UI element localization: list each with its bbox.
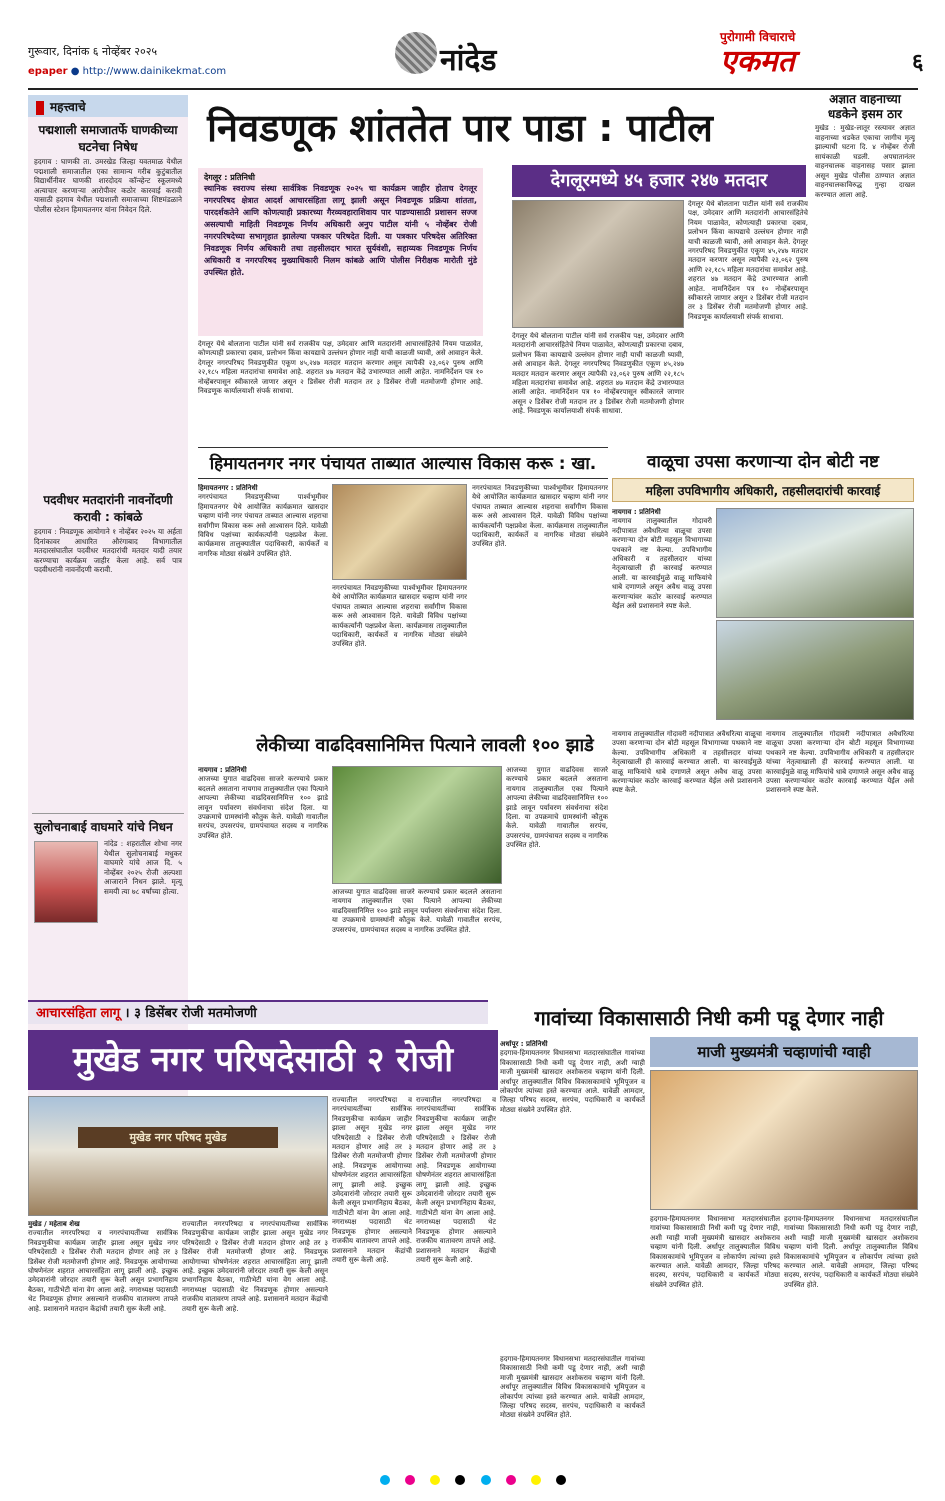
boats-body-col2: नायगाव तालुक्यातील गोदावरी नदीपात्रात अवैधरित्या वाळूचा उपसा करणाऱ्या दोन बोटी महसूल विभागाच्या पथकाने नष्ट केल्या. उपविभागीय अधिकारी व तहसीलदार यांच्या नेतृत्वाखाली ही कारवाई करण्यात आली. या कारवाईमुळे वाळू माफियांचे धाबे दणाणले असून अवैध वाळू उपसा करणाऱ्यांवर कठोर कारवाई करण्यात येईल असे प्रशासनाने स्पष्ट केले. [612, 730, 762, 795]
vikas-photo [650, 1070, 918, 1210]
boats-body-col3: नायगाव तालुक्यातील गोदावरी नदीपात्रात अवैधरित्या वाळूचा उपसा करणाऱ्या दोन बोटी महसूल विभागाच्या पथकाने नष्ट केल्या. उपविभागीय अधिकारी व तहसीलदार यांच्या नेतृत्वाखाली ही कारवाई करण्यात आली. या कारवाईमुळे वाळू माफियांचे धाबे दणाणले असून अवैध वाळू उपसा करणाऱ्यांवर कठोर कारवाई करण्यात येईल असे प्रशासनाने स्पष्ट केले. [766, 730, 914, 795]
masthead [720, 28, 898, 88]
himayatnagar-photo [332, 484, 467, 580]
side-story-body: मुखेड : मुखेड-लातूर रस्त्यावर अज्ञात वाहनाच्या धडकेत एकाचा जागीच मृत्यू झाल्याची घटना दि. ४ नोव्हेंबर रोजी सायंकाळी घडली. अपघातानंतर वाहनचालक वाहनासह पसार झाला असून मुखेड पोलीस ठाण्यात अज्ञात वाहनचालकाविरुद्ध गुन्हा दाखल करण्यात आला आहे. [815, 124, 915, 199]
meeting-photo [512, 200, 684, 328]
himayatnagar-headline: हिमायतनगर नगर पंचायत ताब्यात आल्यास विकास करू : खा. [198, 447, 608, 479]
boats-body: नायगाव : प्रतिनिधी नायगाव तालुक्यातील गोदावरी नदीपात्रात अवैधरित्या वाळूचा उपसा करणाऱ्या दोन बोटी महसूल विभागाच्या पथकाने नष्ट केल्या. उपविभागीय अधिकारी व तहसीलदार यांच्या नेतृत्वाखाली ही कारवाई करण्यात आली. या कारवाईमुळे वाळू माफियांचे धाबे दणाणले असून अवैध वाळू उपसा करणाऱ्यांवर कठोर कारवाई करण्यात येईल असे प्रशासनाने स्पष्ट केले. [612, 508, 712, 611]
himayatnagar-body: हिमायतनगर : प्रतिनिधी नगरपंचायत निवडणुकीच्या पार्श्वभूमीवर हिमायतनगर येथे आयोजित कार्यक्रमात खासदार चव्हाण यांनी नगर पंचायत ताब्यात आल्यास शहराचा सर्वांगीण विकास करू असे आश्वासन दिले. यावेळी विविध पक्षांच्या कार्यकर्त्यांनी पक्षप्रवेश केला. कार्यक्रमास तालुक्यातील पदाधिकारी, कार्यकर्ते व नागरिक मोठ्या संख्येने उपस्थित होते. [198, 484, 328, 558]
mukhed-body-col2: राज्यातील नगरपरिषदा व नगरपंचायतींच्या सार्वत्रिक निवडणुकीचा कार्यक्रम जाहीर झाला असून मुखेड नगर परिषदेसाठी २ डिसेंबर रोजी मतदान होणार आहे तर ३ डिसेंबर रोजी मतमोजणी होणार आहे. निवडणूक आयोगाच्या घोषणेनंतर शहरात आचारसंहिता लागू झाली आहे. इच्छुक उमेदवारांनी जोरदार तयारी सुरू केली असून प्रभागनिहाय बैठका, गाठीभेटी यांना वेग आला आहे. नगराध्यक्ष पदासाठी थेट निवडणूक होणार असल्याने राजकीय वातावरण तापले आहे. प्रशासनाने मतदान केंद्रांची तयारी सुरू केली आहे. [182, 1220, 328, 1313]
header-rule [28, 88, 918, 90]
mukhed-body-col3: राज्यातील नगरपरिषदा व नगरपंचायतींच्या सार्वत्रिक निवडणुकीचा कार्यक्रम जाहीर झाला असून मुखेड नगर परिषदेसाठी २ डिसेंबर रोजी मतदान होणार आहे तर ३ डिसेंबर रोजी मतमोजणी होणार आहे. निवडणूक आयोगाच्या घोषणेनंतर शहरात आचारसंहिता लागू झाली आहे. इच्छुक उमेदवारांनी जोरदार तयारी सुरू केली असून प्रभागनिहाय बैठका, गाठीभेटी यांना वेग आला आहे. नगराध्यक्ष पदासाठी थेट निवडणूक होणार असल्याने राजकीय वातावरण तापले आहे. प्रशासनाने मतदान केंद्रांची तयारी सुरू केली आहे. [332, 1096, 412, 1264]
mukhed-body-col4: राज्यातील नगरपरिषदा व नगरपंचायतींच्या सार्वत्रिक निवडणुकीचा कार्यक्रम जाहीर झाला असून मुखेड नगर परिषदेसाठी २ डिसेंबर रोजी मतदान होणार आहे तर ३ डिसेंबर रोजी मतमोजणी होणार आहे. निवडणूक आयोगाच्या घोषणेनंतर शहरात आचारसंहिता लागू झाली आहे. इच्छुक उमेदवारांनी जोरदार तयारी सुरू केली असून प्रभागनिहाय बैठका, गाठीभेटी यांना वेग आला आहे. नगराध्यक्ष पदासाठी थेट निवडणूक होणार असल्याने राजकीय वातावरण तापले आहे. प्रशासनाने मतदान केंद्रांची तयारी सुरू केली आहे. [416, 1096, 496, 1264]
cyan-dot-icon [380, 1475, 390, 1485]
magenta-dot-icon [506, 1475, 516, 1485]
boats-photo-2 [716, 620, 914, 720]
masthead-tagline: पुरोगामी विचाराचे [720, 30, 796, 44]
vikas-body-col3: हदगाव-हिमायतनगर विधानसभा मतदारसंघातील गावांच्या विकासासाठी निधी कमी पडू देणार नाही, अशी ग्वाही माजी मुख्यमंत्री खासदार अशोकराव चव्हाण यांनी दिली. अर्धापूर तालुक्यातील विविध विकासकामांचे भूमिपूजन व लोकार्पण त्यांच्या हस्ते करण्यात आले. यावेळी आमदार, जिल्हा परिषद सदस्य, सरपंच, पदाधिकारी व कार्यकर्ते मोठ्या संख्येने उपस्थित होते. [784, 1215, 918, 1289]
trees-body-col3: आजच्या युगात वाढदिवस साजरे करण्याचे प्रकार बदलले असताना नायगाव तालुक्यातील एका पित्याने आपल्या लेकीच्या वाढदिवसानिमित्त १०० झाडे लावून पर्यावरण संवर्धनाचा संदेश दिला. या उपक्रमाचे ग्रामस्थांनी कौतुक केले. यावेळी गावातील सरपंच, उपसरपंच, ग्रामपंचायत सदस्य व नागरिक उपस्थित होते. [506, 766, 608, 850]
boats-headline: वाळूचा उपसा करणाऱ्या दोन बोटी नष्ट [647, 452, 879, 472]
lead-body-col3: देगलूर येथे बोलताना पाटील यांनी सर्व राजकीय पक्ष, उमेदवार आणि मतदारांनी आचारसंहितेचे नियम पाळावेत, कोणत्याही प्रकारचा दबाव, प्रलोभन किंवा कायद्याचे उल्लंघन होणार नाही याची काळजी घ्यावी, असे आवाहन केले. देगलूर नगरपरिषद निवडणुकीत एकूण ४५,२४७ मतदार मतदान करणार असून त्यापैकी २३,०६२ पुरुष आणि २२,१८५ महिला मतदारांचा समावेश आहे. शहरात ४७ मतदान केंद्रे उभारण्यात आली आहेत. नामनिर्देशन पत्र १० नोव्हेंबरपासून स्वीकारले जाणार असून २ डिसेंबर रोजी मतदान तर ३ डिसेंबर रोजी मतमोजणी होणार आहे. निवडणूक कार्यालयाशी संपर्क साधावा. [688, 200, 808, 321]
trees-body-col2: आजच्या युगात वाढदिवस साजरे करण्याचे प्रकार बदलले असताना नायगाव तालुक्यातील एका पित्याने आपल्या लेकीच्या वाढदिवसानिमित्त १०० झाडे लावून पर्यावरण संवर्धनाचा संदेश दिला. या उपक्रमाचे ग्रामस्थांनी कौतुक केले. यावेळी गावातील सरपंच, उपसरपंच, ग्रामपंचायत सदस्य व नागरिक उपस्थित होते. [332, 888, 502, 934]
lead-intro-box [198, 168, 483, 336]
masthead-brand: एकमत [720, 44, 795, 79]
section-marker-icon [36, 101, 44, 115]
mukhed-body: मुखेड / महेताब शेख राज्यातील नगरपरिषदा व नगरपंचायतींच्या सार्वत्रिक निवडणुकीचा कार्यक्रम जाहीर झाला असून मुखेड नगर परिषदेसाठी २ डिसेंबर रोजी मतदान होणार आहे तर ३ डिसेंबर रोजी मतमोजणी होणार आहे. निवडणूक आयोगाच्या घोषणेनंतर शहरात आचारसंहिता लागू झाली आहे. इच्छुक उमेदवारांनी जोरदार तयारी सुरू केली असून प्रभागनिहाय बैठका, गाठीभेटी यांना वेग आला आहे. नगराध्यक्ष पदासाठी थेट निवडणूक होणार असल्याने राजकीय वातावरण तापले आहे. प्रशासनाने मतदान केंद्रांची तयारी सुरू केली आहे. [28, 1220, 178, 1313]
city-emblem-icon [395, 32, 437, 74]
yellow-dot-icon [430, 1475, 440, 1485]
print-registration-marks [28, 1470, 918, 1488]
left-story2-body: हदगाव : निवडणूक आयोगाने १ नोव्हेंबर २०२५ या अर्हता दिनांकावर आधारित औरंगाबाद विभागातील मतदारसंघातील पदवीधर मतदारांची मतदार यादी तयार करण्याचा कार्यक्रम जाहीर केला आहे. सर्व पात्र पदवीधरांनी नावनोंदणी करावी. [34, 527, 182, 575]
vikas-body-col1b: हदगाव-हिमायतनगर विधानसभा मतदारसंघातील गावांच्या विकासासाठी निधी कमी पडू देणार नाही, अशी ग्वाही माजी मुख्यमंत्री खासदार अशोकराव चव्हाण यांनी दिली. अर्धापूर तालुक्यातील विविध विकासकामांचे भूमिपूजन व लोकार्पण त्यांच्या हस्ते करण्यात आले. यावेळी आमदार, जिल्हा परिषद सदस्य, सरपंच, पदाधिकारी व कार्यकर्ते मोठ्या संख्येने उपस्थित होते. [500, 1355, 645, 1420]
vikas-body-col2: हदगाव-हिमायतनगर विधानसभा मतदारसंघातील गावांच्या विकासासाठी निधी कमी पडू देणार नाही, अशी ग्वाही माजी मुख्यमंत्री खासदार अशोकराव चव्हाण यांनी दिली. अर्धापूर तालुक्यातील विविध विकासकामांचे भूमिपूजन व लोकार्पण त्यांच्या हस्ते करण्यात आले. यावेळी आमदार, जिल्हा परिषद सदस्य, सरपंच, पदाधिकारी व कार्यकर्ते मोठ्या संख्येने उपस्थित होते. [650, 1215, 780, 1289]
left-story1-headline: पद्मशाली समाजातर्फे घाणकीच्या घटनेचा निषेध [38, 123, 178, 154]
lead-dateline: देगलूर : प्रतिनिधी [204, 173, 255, 182]
dateline: गुरूवार, दिनांक ६ नोव्हेंबर २०२५ [28, 45, 158, 58]
mukhed-photo-caption: मुखेड नगर परिषद मुखेड [78, 1127, 278, 1148]
vikas-body: अर्धापूर : प्रतिनिधी हदगाव-हिमायतनगर विधानसभा मतदारसंघातील गावांच्या विकासासाठी निधी कमी पडू देणार नाही, अशी ग्वाही माजी मुख्यमंत्री खासदार अशोकराव चव्हाण यांनी दिली. अर्धापूर तालुक्यातील विविध विकासकामांचे भूमिपूजन व लोकार्पण त्यांच्या हस्ते करण्यात आले. यावेळी आमदार, जिल्हा परिषद सदस्य, सरपंच, पदाधिकारी व कार्यकर्ते मोठ्या संख्येने उपस्थित होते. [500, 1040, 645, 1114]
yellow-dot-icon [531, 1475, 541, 1485]
page-number: ६ [912, 50, 924, 75]
mukhed-photo [28, 1096, 328, 1216]
trees-photo [332, 766, 502, 884]
side-story-headline: अज्ञात वाहनाच्या धडकेने इसम ठार [827, 92, 903, 121]
cyan-dot-icon [481, 1475, 491, 1485]
vikas-subhead: माजी मुख्यमंत्री चव्हाणांची ग्वाही [650, 1037, 918, 1067]
boats-photo-1 [716, 508, 914, 618]
city-title: नांदेड [440, 43, 497, 78]
boats-subhead: महिला उपविभागीय अधिकारी, तहसीलदारांची कारवाई [612, 478, 914, 502]
section-label: महत्त्वाचे [28, 95, 188, 117]
epaper-link[interactable]: epaper ● http://www.dainikekmat.com [28, 66, 227, 77]
obituary-headline: सुलोचनाबाई वाघमारे यांचे निधन [34, 820, 173, 834]
lead-headline: निवडणूक शांततेत पार पाडा : पाटील [207, 106, 713, 150]
himayatnagar-body-col3: नगरपंचायत निवडणुकीच्या पार्श्वभूमीवर हिमायतनगर येथे आयोजित कार्यक्रमात खासदार चव्हाण यांनी नगर पंचायत ताब्यात आल्यास शहराचा सर्वांगीण विकास करू असे आश्वासन दिले. यावेळी विविध पक्षांच्या कार्यकर्त्यांनी पक्षप्रवेश केला. कार्यक्रमास तालुक्यातील पदाधिकारी, कार्यकर्ते व नागरिक मोठ्या संख्येने उपस्थित होते. [472, 484, 608, 549]
lead-banner: देगलूरमध्ये ४५ हजार २४७ मतदार [512, 165, 806, 197]
mukhed-headline: मुखेड नगर परिषदेसाठी २ रोजी [28, 1030, 498, 1090]
black-dot-icon [455, 1475, 465, 1485]
himayatnagar-body-col2: नगरपंचायत निवडणुकीच्या पार्श्वभूमीवर हिमायतनगर येथे आयोजित कार्यक्रमात खासदार चव्हाण यांनी नगर पंचायत ताब्यात आल्यास शहराचा सर्वांगीण विकास करू असे आश्वासन दिले. यावेळी विविध पक्षांच्या कार्यकर्त्यांनी पक्षप्रवेश केला. कार्यक्रमास तालुक्यातील पदाधिकारी, कार्यकर्ते व नागरिक मोठ्या संख्येने उपस्थित होते. [332, 584, 467, 649]
lead-intro: स्थानिक स्वराज्य संस्था सार्वत्रिक निवडणूक २०२५ चा कार्यक्रम जाहीर होताच देगलूर नगरपरिषद क्षेत्रात आदर्श आचारसंहिता लागू झाली असून निवडणूक प्रक्रिया शांतता, पारदर्शकतेने आणि कोणत्याही प्रकारच्या गैरव्यवहाराशिवाय पार पाडण्यासाठी प्रशासन सज्ज असल्याची माहिती निवडणूक निर्णय अधिकारी अनुप पाटील यांनी ५ नोव्हेंबर रोजी नगरपरिषदेच्या सभागृहात झालेल्या पत्रकार परिषदेत दिली. या पत्रकार परिषदेस अतिरिक्त निवडणूक निर्णय अधिकारी तथा तहसीलदार भारत सुर्यवंशी, सहाय्यक निवडणूक निर्णय अधिकारी व नगरपरिषद मुख्याधिकारी निलम कांबळे आणि पोलीस निरीक्षक मारोती मुंडे उपस्थित होते. [204, 184, 477, 277]
left-story1-body: हदगाव : घाणकी ता. उमरखेड जिल्हा यवतमाळ येथील पद्मशाली समाजातील एका सामान्य गरीब कुटुंबातील विद्यार्थीनीवर घाणकी शारदोदय कॉन्व्हेन्ट स्कूलमध्ये अत्याचार करणाऱ्या आरोपीवर कठोर कारवाई करावी यासाठी हदगाव येथील पद्मशाली समाजाच्या शिष्टमंडळाने पोलीस स्टेशन हिमायतनगर यांना निवेदन दिले. [34, 157, 182, 214]
vikas-headline: गावांच्या विकासासाठी निधी कमी पडू देणार नाही [534, 1006, 884, 1030]
magenta-dot-icon [405, 1475, 415, 1485]
left-story2-headline: पदवीधर मतदारांनी नावनोंदणी करावी : कांबळे [43, 493, 173, 524]
trees-headline: लेकीच्या वाढदिवसानिमित्त पित्याने लावली १०० झाडे [256, 735, 594, 756]
page-header [0, 0, 945, 100]
obituary-body: नांदेड : शहरातील शोभा नगर येथील सुलोचनाबाई मधुकर वाघमारे यांचे आज दि. ५ नोव्हेंबर २०२५ रोजी अल्पशा आजाराने निधन झाले. मृत्यू समयी त्या ७८ वर्षांच्या होत्या. [104, 839, 182, 896]
black-dot-icon [556, 1475, 566, 1485]
obituary-photo [34, 841, 98, 923]
lead-body-col2: देगलूर येथे बोलताना पाटील यांनी सर्व राजकीय पक्ष, उमेदवार आणि मतदारांनी आचारसंहितेचे नियम पाळावेत, कोणत्याही प्रकारचा दबाव, प्रलोभन किंवा कायद्याचे उल्लंघन होणार नाही याची काळजी घ्यावी, असे आवाहन केले. देगलूर नगरपरिषद निवडणुकीत एकूण ४५,२४७ मतदार मतदान करणार असून त्यापैकी २३,०६२ पुरुष आणि २२,१८५ महिला मतदारांचा समावेश आहे. शहरात ४७ मतदान केंद्रे उभारण्यात आली आहेत. नामनिर्देशन पत्र १० नोव्हेंबरपासून स्वीकारले जाणार असून २ डिसेंबर रोजी मतदान तर ३ डिसेंबर रोजी मतमोजणी होणार आहे. निवडणूक कार्यालयाशी संपर्क साधावा. [512, 332, 684, 416]
trees-body: नायगाव : प्रतिनिधी आजच्या युगात वाढदिवस साजरे करण्याचे प्रकार बदलले असताना नायगाव तालुक्यातील एका पित्याने आपल्या लेकीच्या वाढदिवसानिमित्त १०० झाडे लावून पर्यावरण संवर्धनाचा संदेश दिला. या उपक्रमाचे ग्रामस्थांनी कौतुक केले. यावेळी गावातील सरपंच, उपसरपंच, ग्रामपंचायत सदस्य व नागरिक उपस्थित होते. [198, 766, 328, 840]
code-strip: आचारसंहिता लागू । ३ डिसेंबर रोजी मतमोजणी [28, 1000, 488, 1024]
lead-body: देगलूर येथे बोलताना पाटील यांनी सर्व राजकीय पक्ष, उमेदवार आणि मतदारांनी आचारसंहितेचे नियम पाळावेत, कोणत्याही प्रकारचा दबाव, प्रलोभन किंवा कायद्याचे उल्लंघन होणार नाही याची काळजी घ्यावी, असे आवाहन केले. देगलूर नगरपरिषद निवडणुकीत एकूण ४५,२४७ मतदार मतदान करणार असून त्यापैकी २३,०६२ पुरुष आणि २२,१८५ महिला मतदारांचा समावेश आहे. शहरात ४७ मतदान केंद्रे उभारण्यात आली आहेत. नामनिर्देशन पत्र १० नोव्हेंबरपासून स्वीकारले जाणार असून २ डिसेंबर रोजी मतदान तर ३ डिसेंबर रोजी मतमोजणी होणार आहे. निवडणूक कार्यालयाशी संपर्क साधावा. [198, 340, 483, 396]
